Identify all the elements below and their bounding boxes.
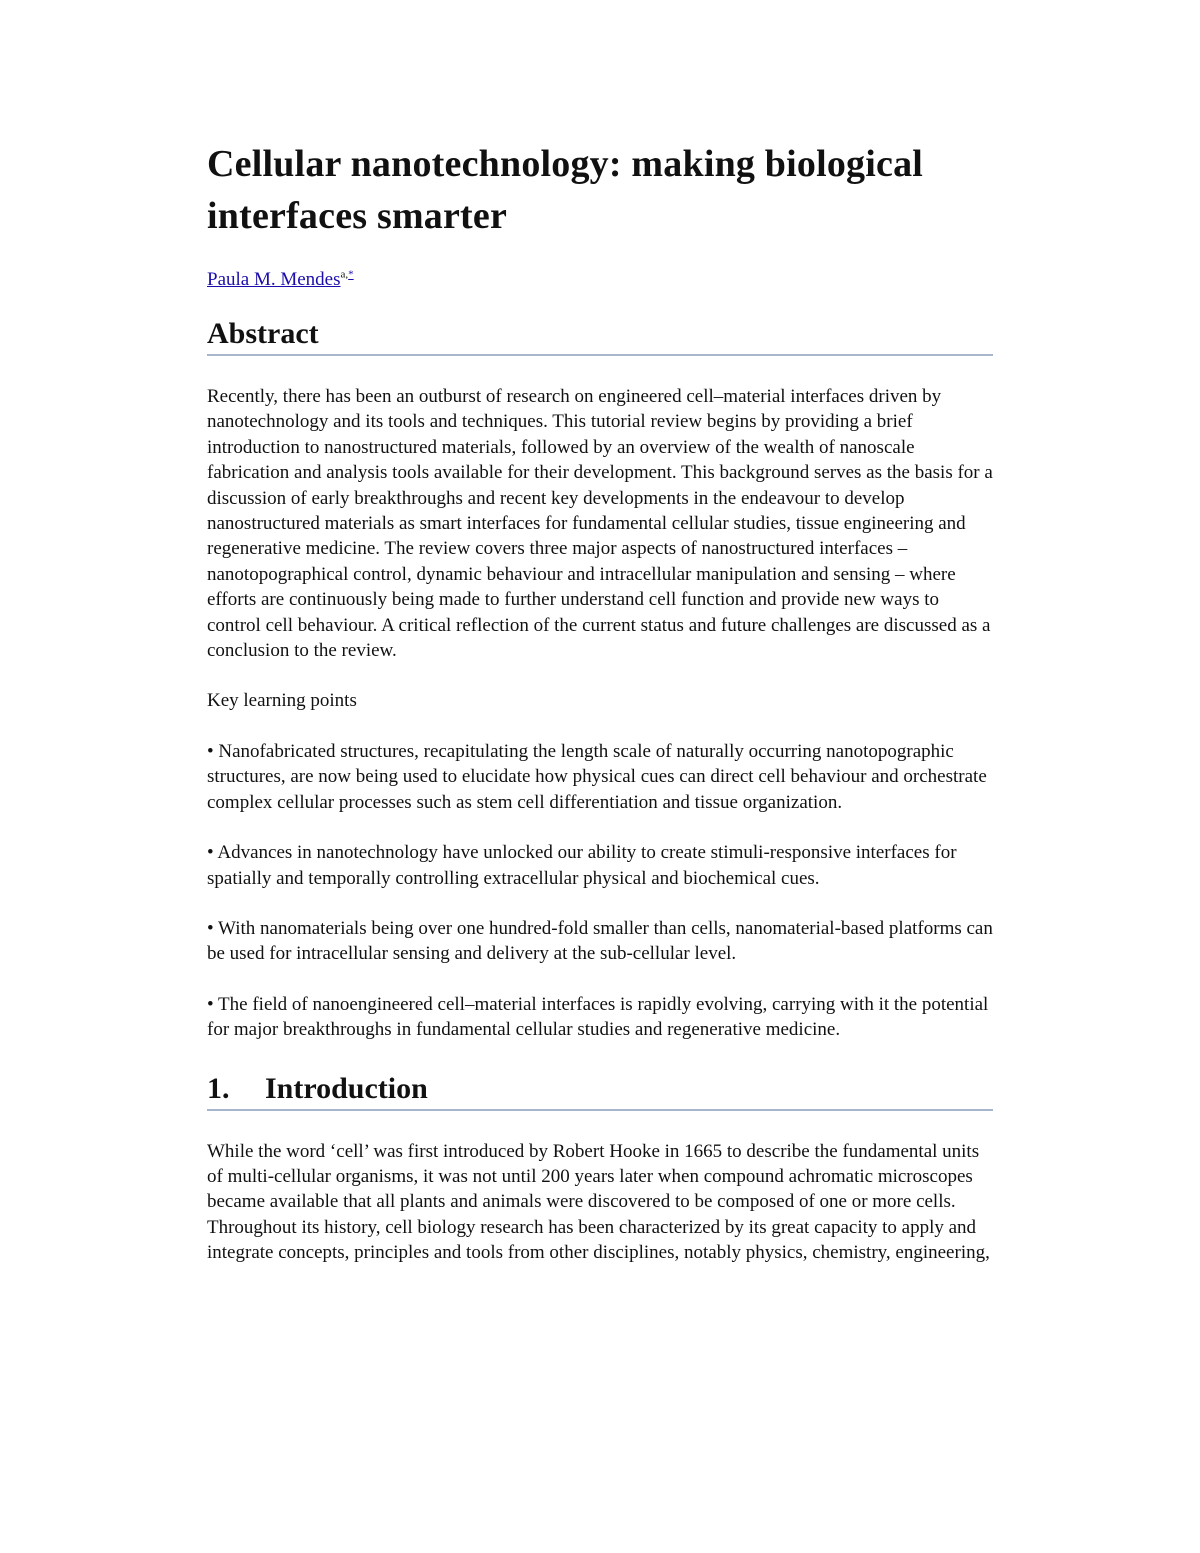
abstract-heading: Abstract bbox=[207, 316, 993, 356]
key-learning-point-1: • Nanofabricated structures, recapitulating the length scale of naturally occurring nanotopographic structures, are now being used to elucidate how physical cues can direct cell behaviour and orchestrate complex cellular processes such as stem cell differentiation and tissue organization. bbox=[207, 740, 987, 813]
author-mark-separator: , bbox=[345, 268, 349, 281]
section-number: 1. bbox=[207, 1071, 230, 1105]
article-title: Cellular nanotechnology: making biological interfaces smarter bbox=[207, 143, 924, 237]
author-link[interactable]: Paula M. Mendes bbox=[207, 269, 341, 290]
author-line bbox=[207, 268, 993, 292]
key-learning-point-4: • The field of nanoengineered cell–material interfaces is rapidly evolving, carrying with it the potential for major breakthroughs in fundamental cellular studies and regenerative medicine. bbox=[207, 993, 989, 1041]
key-learning-point-3: • With nanomaterials being over one hundred-fold smaller than cells, nanomaterial-based platforms can be used for intracellular sensing and delivery at the sub-cellular level. bbox=[207, 917, 993, 965]
document-page bbox=[207, 130, 993, 1266]
corresponding-author-link[interactable]: * bbox=[348, 268, 354, 281]
affiliation-mark: a bbox=[340, 268, 346, 281]
introduction-heading bbox=[207, 1071, 993, 1111]
introduction-text: While the word ‘cell’ was first introduced by Robert Hooke in 1665 to describe the fundamental units of multi-cellular organisms, it was not until 200 years later when compound achromatic microscopes became available that all plants and animals were discovered to be composed of one or more cells. Throughout its history, cell biology research has been characterized by its great capacity to apply and integrate concepts, principles and tools from other disciplines, notably physics, chemistry, engineering, bbox=[207, 1140, 990, 1264]
key-learning-point-2: • Advances in nanotechnology have unlocked our ability to create stimuli-responsive interfaces for spatially and temporally controlling extracellular physical and biochemical cues. bbox=[207, 842, 957, 889]
abstract-text: Recently, there has been an outburst of research on engineered cell–material interfaces driven by nanotechnology and its tools and techniques. This tutorial review begins by providing a brief introduction to nanostructured materials, followed by an overview of the wealth of nanoscale fabrication and analysis tools available for their development. This background serves as the basis for a discussion of early breakthroughs and recent key developments in the endeavour to develop nanostructured materials as smart interfaces for fundamental cellular studies, tissue engineering and regenerative medicine. The review covers three major aspects of nanostructured interfaces – nanotopographical control, dynamic behaviour and intracellular manipulation and sensing – where efforts are continuously being made to further understand cell function and provide new ways to control cell behaviour. A critical reflection of the current status and future challenges are discussed as a conclusion to the review. bbox=[207, 386, 993, 662]
key-learning-points-label: Key learning points bbox=[207, 690, 357, 712]
introduction-heading-text: Introduction bbox=[265, 1071, 428, 1105]
